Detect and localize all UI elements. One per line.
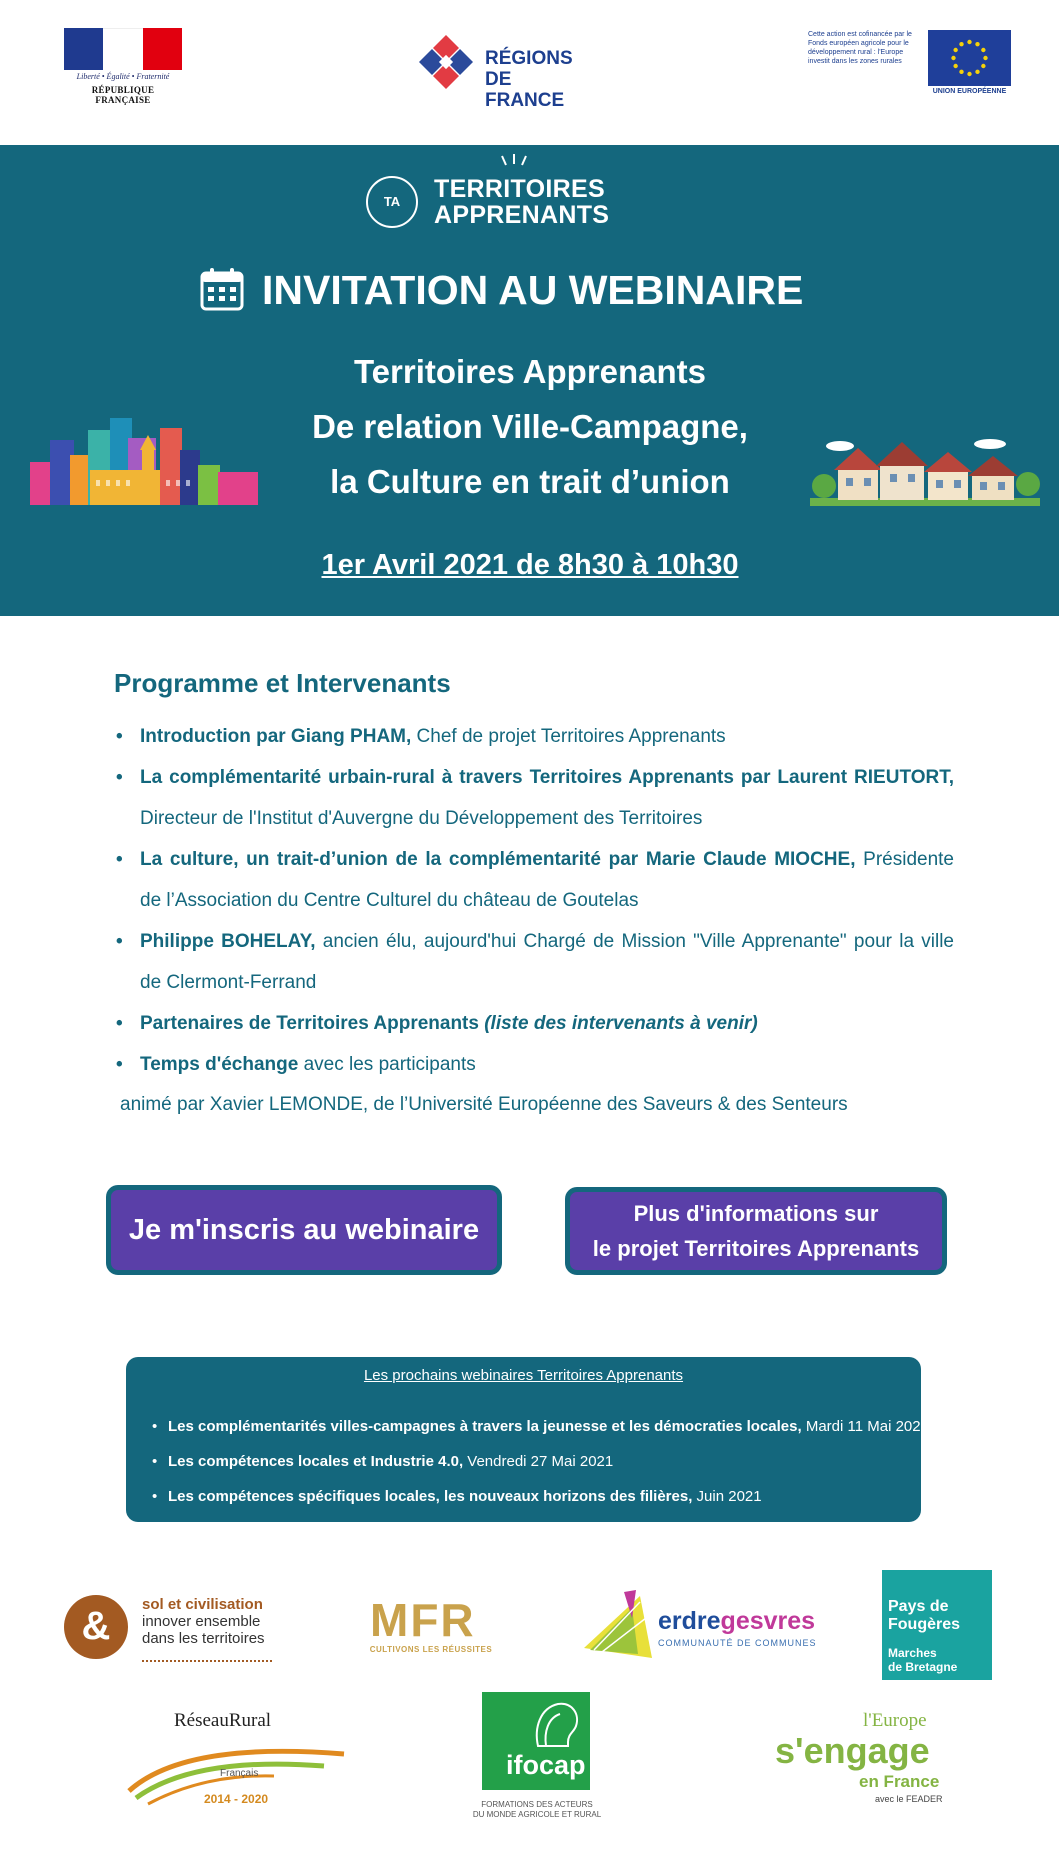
upcoming-title[interactable]: Les prochains webinaires Territoires Apprenants (363, 1367, 684, 1384)
upcoming-topic: Les compétences spécifiques locales, les nouveaux horizons des filières, (168, 1488, 693, 1505)
upcoming-webinars-box (126, 1357, 929, 1522)
webinar-date: 1er Avril 2021 de 8h30 à 10h30 (321, 549, 739, 581)
more-info-button[interactable] (565, 1187, 947, 1275)
item-detail: ancien élu, aujourd'hui Chargé de Mission "Ville Apprenante" pour la ville de Clermont-Ferrand (140, 931, 955, 993)
item-detail: avec les participants (298, 1054, 476, 1075)
eu-star-icon (959, 70, 963, 74)
list-item (114, 921, 954, 1003)
erdre-sub: COMMUNAUTÉ DE COMMUNES (658, 1638, 817, 1648)
upcoming-date: Juin 2021 (692, 1488, 762, 1505)
erdre-name-part1: erdre (658, 1607, 721, 1635)
list-item (114, 1044, 954, 1085)
eu-star-icon (983, 56, 987, 60)
item-speaker: La culture, un trait-d’union de la complémentarité par Marie Claude MIOCHE, (140, 849, 856, 870)
item-detail: Chef de projet Territoires Apprenants (411, 726, 726, 747)
item-speaker: Philippe BOHELAY, (140, 931, 316, 952)
item-speaker: Introduction par Giang PHAM, (140, 726, 412, 747)
regions-de-france-logo (415, 28, 590, 111)
europe-sengage-logo (775, 1710, 945, 1810)
rays-icon (494, 152, 534, 174)
upcoming-date: Vendredi 27 Mai 2021 (463, 1453, 614, 1470)
ifocap-sub-line2: DU MONDE AGRICOLE ET RURAL (472, 1810, 602, 1819)
eu-star-icon (953, 64, 957, 68)
fougeres-line4: de Bretagne (888, 1660, 958, 1674)
republique-name: RÉPUBLIQUE FRANÇAISE (91, 85, 155, 105)
sol-line2: innover ensemble (142, 1613, 261, 1630)
logo-bar (0, 0, 1059, 145)
eu-label: UNION EUROPÉENNE (932, 88, 1007, 95)
mfr-name: MFR (370, 1594, 476, 1646)
city-illustration-icon (30, 410, 258, 505)
ta-badge: TA (366, 176, 418, 228)
eu-star-icon (967, 72, 971, 76)
ifocap-logo (462, 1692, 612, 1842)
eu-funding-text: Cette action est cofinancée par le Fonds européen agricole pour le développement rural : l'Europe investit dans les zones rurales (808, 31, 912, 65)
eu-star-icon (981, 48, 985, 52)
village-illustration-icon (810, 438, 1040, 506)
list-item (114, 1003, 954, 1044)
eu-star-icon (981, 64, 985, 68)
erdre-gesvres-logo (580, 1588, 820, 1668)
item-detail: Directeur de l'Institut d'Auvergne du Développement des Territoires (140, 808, 703, 829)
ta-title-line2: APPRENANTS (434, 201, 610, 229)
upcoming-list (152, 1409, 929, 1514)
eu-star-icon (967, 40, 971, 44)
item-speaker: La complémentarité urbain-rural à travers Territoires Apprenants par Laurent RIEUTORT, (140, 767, 954, 788)
programme-list (114, 716, 954, 1085)
invitation-title: INVITATION AU WEBINAIRE (262, 267, 804, 313)
upcoming-topic: Les complémentarités villes-campagnes à travers la jeunesse et les démocraties locales, (168, 1418, 802, 1435)
eu-star-icon (975, 42, 979, 46)
eu-star-icon (959, 42, 963, 46)
upcoming-date: Mardi 11 Mai 2021 (801, 1418, 929, 1435)
europe-line3: en France (859, 1772, 940, 1791)
eu-star-icon (953, 48, 957, 52)
list-item (114, 757, 954, 839)
reseau-rural-logo (124, 1710, 354, 1820)
europe-line2: s'engage (775, 1730, 930, 1771)
subtitle-line1: Territoires Apprenants (353, 353, 707, 390)
sol-line1: sol et civilisation (142, 1596, 263, 1613)
regions-line1: RÉGIONS (485, 48, 573, 69)
territoires-apprenants-logo (366, 152, 626, 232)
sol-line3: dans les territoires (142, 1630, 265, 1647)
list-item (114, 716, 954, 757)
mfr-logo (360, 1595, 502, 1655)
more-info-line1: Plus d'informations sur (633, 1201, 879, 1226)
profile-silhouette-icon (528, 1698, 582, 1748)
europe-line1: l'Europe (863, 1710, 927, 1731)
erdre-leaf-icon (580, 1588, 656, 1668)
fougeres-line2: Fougères (888, 1616, 961, 1633)
subtitle-line3: la Culture en trait d’union (330, 463, 730, 500)
webinar-subtitle (230, 344, 830, 509)
ifocap-sub-line1: FORMATIONS DES ACTEURS (481, 1800, 593, 1809)
ta-title-line1: TERRITOIRES (434, 175, 605, 203)
eu-flag-icon (928, 30, 1011, 86)
animator-line: animé par Xavier LEMONDE, de l’Université Européenne des Saveurs & des Senteurs (120, 1094, 848, 1115)
eu-star-icon (975, 70, 979, 74)
ifocap-name: ifocap (506, 1750, 586, 1780)
programme-title: Programme et Intervenants (114, 668, 451, 698)
reseau-rural-years: 2014 - 2020 (204, 1792, 269, 1806)
erdre-name-part2: gesvres (720, 1607, 816, 1635)
upcoming-topic: Les compétences locales et Industrie 4.0, (168, 1453, 464, 1470)
list-item (152, 1479, 929, 1514)
fougeres-line3: Marches (888, 1646, 937, 1660)
eu-funding-block (808, 28, 1013, 98)
calendar-icon (198, 265, 246, 313)
item-detail: Présidente de l’Association du Centre Culturel du château de Goutelas (140, 849, 954, 911)
republique-motto: Liberté • Égalité • Fraternité (76, 72, 170, 81)
fougeres-line1: Pays de (888, 1598, 949, 1615)
reseau-rural-country: Français (220, 1768, 259, 1779)
reseau-rural-title: RéseauRural (174, 1710, 272, 1731)
list-item (152, 1409, 929, 1444)
regions-mark-icon (415, 31, 477, 93)
list-item (152, 1444, 929, 1479)
regions-line2: DE FRANCE (485, 69, 565, 111)
republique-francaise-logo (64, 28, 182, 105)
french-flag-icon (64, 28, 182, 70)
eu-star-icon (951, 56, 955, 60)
mfr-tagline: CULTIVONS LES RÉUSSITES (369, 1645, 493, 1654)
item-note: (liste des intervenants à venir) (478, 1013, 758, 1034)
sol-et-civilisation-logo (64, 1588, 274, 1664)
invitation-heading (198, 265, 848, 325)
subtitle-line2: De relation Ville-Campagne, (312, 408, 748, 445)
item-speaker: Partenaires de Territoires Apprenants (140, 1013, 479, 1034)
list-item (114, 839, 954, 921)
europe-line4: avec le FEADER (875, 1794, 943, 1804)
item-speaker: Temps d'échange (140, 1054, 299, 1075)
pays-de-fougeres-logo (882, 1570, 992, 1680)
register-button[interactable]: Je m'inscris au webinaire (106, 1185, 502, 1275)
dotted-divider (142, 1660, 272, 1662)
ampersand-icon: & (64, 1595, 128, 1659)
more-info-line2: le projet Territoires Apprenants (592, 1236, 920, 1261)
ifocap-box (482, 1692, 590, 1790)
